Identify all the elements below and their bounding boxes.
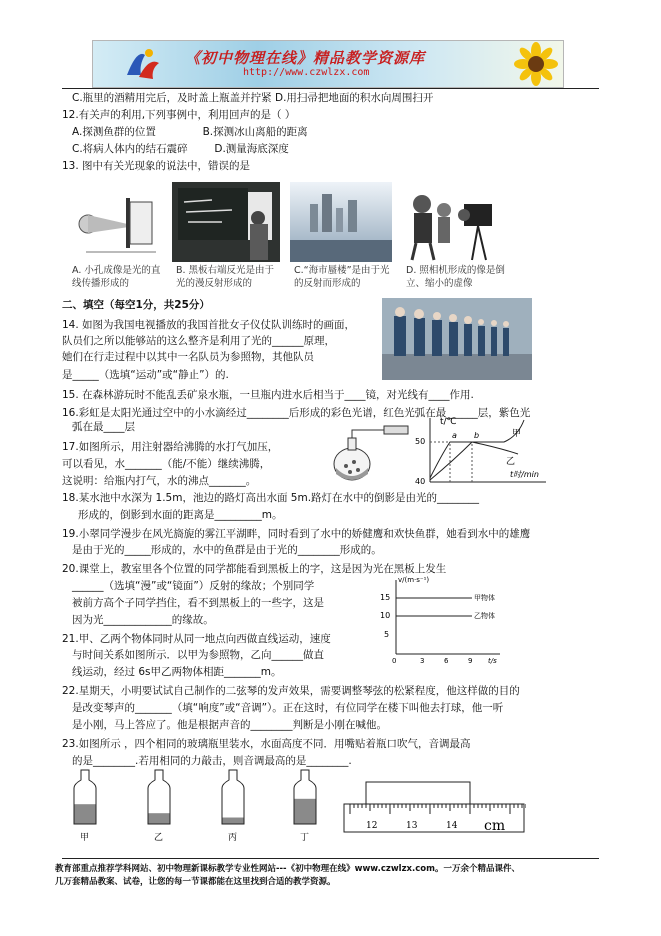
q17-boiling-graph — [414, 414, 554, 490]
footer-line1: 教育部重点推荐学科网站、初中物理新课标教学专业性网站---《初中物理在线》www.czwlzx.com。一万余个精品课件、 — [55, 864, 520, 874]
q18-line2: 形成的，倒影到水面的距离是_________m。 — [78, 509, 283, 521]
q17-line1: 17.如图所示，用注射器给沸腾的水打气加压， — [62, 441, 279, 453]
graph21-series-yi: 乙物体 — [474, 612, 495, 620]
header-title: 《初中物理在线》精品教学资源库 — [185, 49, 426, 67]
bottle-water-1 — [74, 804, 96, 824]
q23-line1: 23.如图所示 ，四个相同的玻璃瓶里装水，水面高度不同．用嘴贴着瓶口吹气，音调最高 — [62, 738, 471, 750]
bottle-water-2 — [148, 813, 170, 824]
honor-guard-photo — [382, 298, 532, 380]
graph17-series-yi: 乙 — [506, 457, 516, 467]
camera-image — [402, 182, 500, 262]
ruler-diagram — [342, 778, 526, 834]
bottles-diagram — [66, 768, 336, 846]
footer-line2: 几万套精品教案、试卷，让您的每一节课都能在这里找到合适的教学资源。 — [55, 877, 336, 887]
caption-a: A. 小孔成像是光的直线传播形成的 — [72, 265, 161, 289]
header-banner — [92, 40, 564, 88]
q23-line2: 的是________.若用相同的力敲击，则音调最高的是________. — [72, 755, 352, 767]
caption-d: D. 照相机形成的像是倒立、缩小的虚像 — [406, 265, 505, 289]
graph17-ytick-40: 40 — [415, 477, 426, 486]
ruler-tick-14: 14 — [446, 821, 458, 831]
graph21-x-unit: t/s — [488, 657, 497, 664]
q14-line4: 是_____（选填“运动”或“静止”）的. — [62, 369, 229, 381]
q13-stem: 13. 图中有关光现象的说法中，错误的是 — [62, 160, 251, 172]
graph17-series-jia: 甲 — [512, 429, 522, 439]
q12-stem: 12.有关声的利用,下列事例中，利用回声的是（ ） — [62, 109, 296, 121]
curve-yi — [430, 442, 518, 480]
graph21-ytick-10: 10 — [380, 611, 391, 620]
graph21-y-label: v/(m·s⁻¹) — [398, 576, 430, 584]
q16-line1: 16.彩虹是太阳光通过空中的小水滴经过________后形成的彩色光谱，红色光弧在最______层，紫色光 — [62, 407, 531, 419]
bottle-label-2: 乙 — [154, 833, 164, 843]
header-url[interactable]: http://www.czwlzx.com — [243, 67, 370, 78]
footer-rule — [62, 858, 599, 859]
q22-line2: 是改变琴声的_______（填“响度”或“音调”）。正在这时，有位同学在楼下叫他去打球，他一听 — [72, 702, 504, 714]
syringe-flask-diagram — [328, 424, 412, 486]
q14-line3: 她们在行走过程中以其中一名队员为参照物，其他队员 — [62, 351, 314, 363]
bottle-label-1: 甲 — [80, 833, 90, 843]
q12-options-cd: C.将病人体内的结石震碎 D.测量海底深度 — [72, 143, 289, 155]
graph21-xtick-3: 3 — [420, 657, 425, 664]
q17-line2: 可以看见，水_______（能/不能）继续沸腾， — [62, 458, 271, 470]
q18-line1: 18.某水池中水深为 1.5m，池边的路灯高出水面 5m.路灯在水中的倒影是由光的________ — [62, 492, 480, 504]
q19-line1: 19.小翠同学漫步在风光旖旎的雾江平湖畔，同时看到了水中的娇健鹰和欢快鱼群，她看到水中的雄鹰 — [62, 528, 531, 540]
mirage-image — [290, 182, 392, 262]
caption-c: C.“海市蜃楼”是由于光的反射而形成的 — [294, 265, 390, 289]
q21-velocity-graph — [376, 574, 506, 664]
pinhole-image — [66, 182, 164, 262]
measured-block — [366, 782, 470, 804]
q20-line2: ______（选填“漫”或“镜面”）反射的缘故；个别同学 — [72, 580, 315, 592]
ruler-unit: cm — [484, 818, 506, 834]
graph21-ytick-5: 5 — [384, 630, 390, 639]
graph21-series-jia: 甲物体 — [474, 594, 495, 602]
q21-line1: 21.甲、乙两个物体同时从同一地点向西做直线运动，速度 — [62, 633, 331, 645]
bottle-water-3 — [222, 818, 244, 824]
q21-line2: 与时间关系如图所示．以甲为参照物，乙向______做直 — [72, 649, 324, 661]
q14-line2: 队员们之所以能够站的这么整齐是利用了光的______原理， — [62, 335, 335, 347]
graph17-mark-b: b — [474, 431, 480, 440]
graph17-mark-a: a — [452, 431, 457, 440]
q20-line1: 20.课堂上，教室里各个位置的同学都能看到黑板上的字，这是因为光在黑板上发生 — [62, 563, 447, 575]
sunflower-icon — [508, 41, 563, 87]
bottle-label-4: 丁 — [300, 833, 310, 843]
ruler-tick-12: 12 — [366, 821, 378, 831]
bottle-2 — [148, 770, 170, 843]
q22-line1: 22.星期天，小明要试试自己制作的二弦琴的发声效果，需要调整琴弦的松紧程度，他这样做的目的 — [62, 685, 520, 697]
q11-options-cd: C.瓶里的酒精用完后，及时盖上瓶盖并拧紧 D.用扫帚把地面的积水向周围扫开 — [72, 92, 434, 104]
q19-line2: 是由于光的_____形成的，水中的鱼群是由于光的________形成的。 — [72, 544, 382, 556]
q17-line3: 这说明：给瓶内打气，水的沸点_______。 — [62, 475, 257, 487]
caption-b: B. 黑板右端反光是由于光的漫反射形成的 — [176, 265, 275, 289]
graph21-xtick-0: 0 — [392, 657, 397, 664]
graph21-ytick-15: 15 — [380, 593, 391, 602]
q22-line3: 是小刚，马上答应了。他是根据声音的________判断是小刚在喊他。 — [72, 719, 387, 731]
q14-line1: 14. 如图为我国电视播放的我国首批女子仪仗队训练时的画面， — [62, 319, 356, 331]
graph17-y-unit: t/℃ — [440, 417, 457, 427]
q20-line4: 因为光_____________的缘故。 — [72, 614, 214, 626]
q16-line2: 弧在最____层 — [72, 421, 135, 433]
bottle-label-3: 丙 — [228, 833, 238, 843]
bottle-3 — [222, 770, 244, 843]
graph17-x-label: t时/min — [510, 470, 539, 479]
q12-options-ab: A.探测鱼群的位置 B.探测冰山离船的距离 — [72, 126, 308, 138]
graph21-xtick-9: 9 — [468, 657, 473, 664]
site-logo-icon — [123, 45, 163, 83]
q15-stem: 15. 在森林游玩时不能乱丢矿泉水瓶，一旦瓶内进水后相当于____镜，对光线有____作用. — [62, 389, 474, 401]
bottle-4 — [294, 770, 316, 843]
bottle-water-4 — [294, 799, 316, 824]
header-rule — [62, 88, 599, 89]
section-title: 二、填空（每空1分，共25分） — [62, 299, 210, 311]
blackboard-image — [172, 182, 280, 262]
ruler-tick-13: 13 — [406, 821, 418, 831]
bottle-1 — [74, 770, 96, 843]
q20-line3: 被前方高个子同学挡住，看不到黑板上的一些字，这是 — [72, 597, 324, 609]
q21-line3: 线运动，经过 6s甲乙两物体相距_______m。 — [72, 666, 282, 678]
graph17-ytick-50: 50 — [415, 437, 426, 446]
graph21-xtick-6: 6 — [444, 657, 449, 664]
